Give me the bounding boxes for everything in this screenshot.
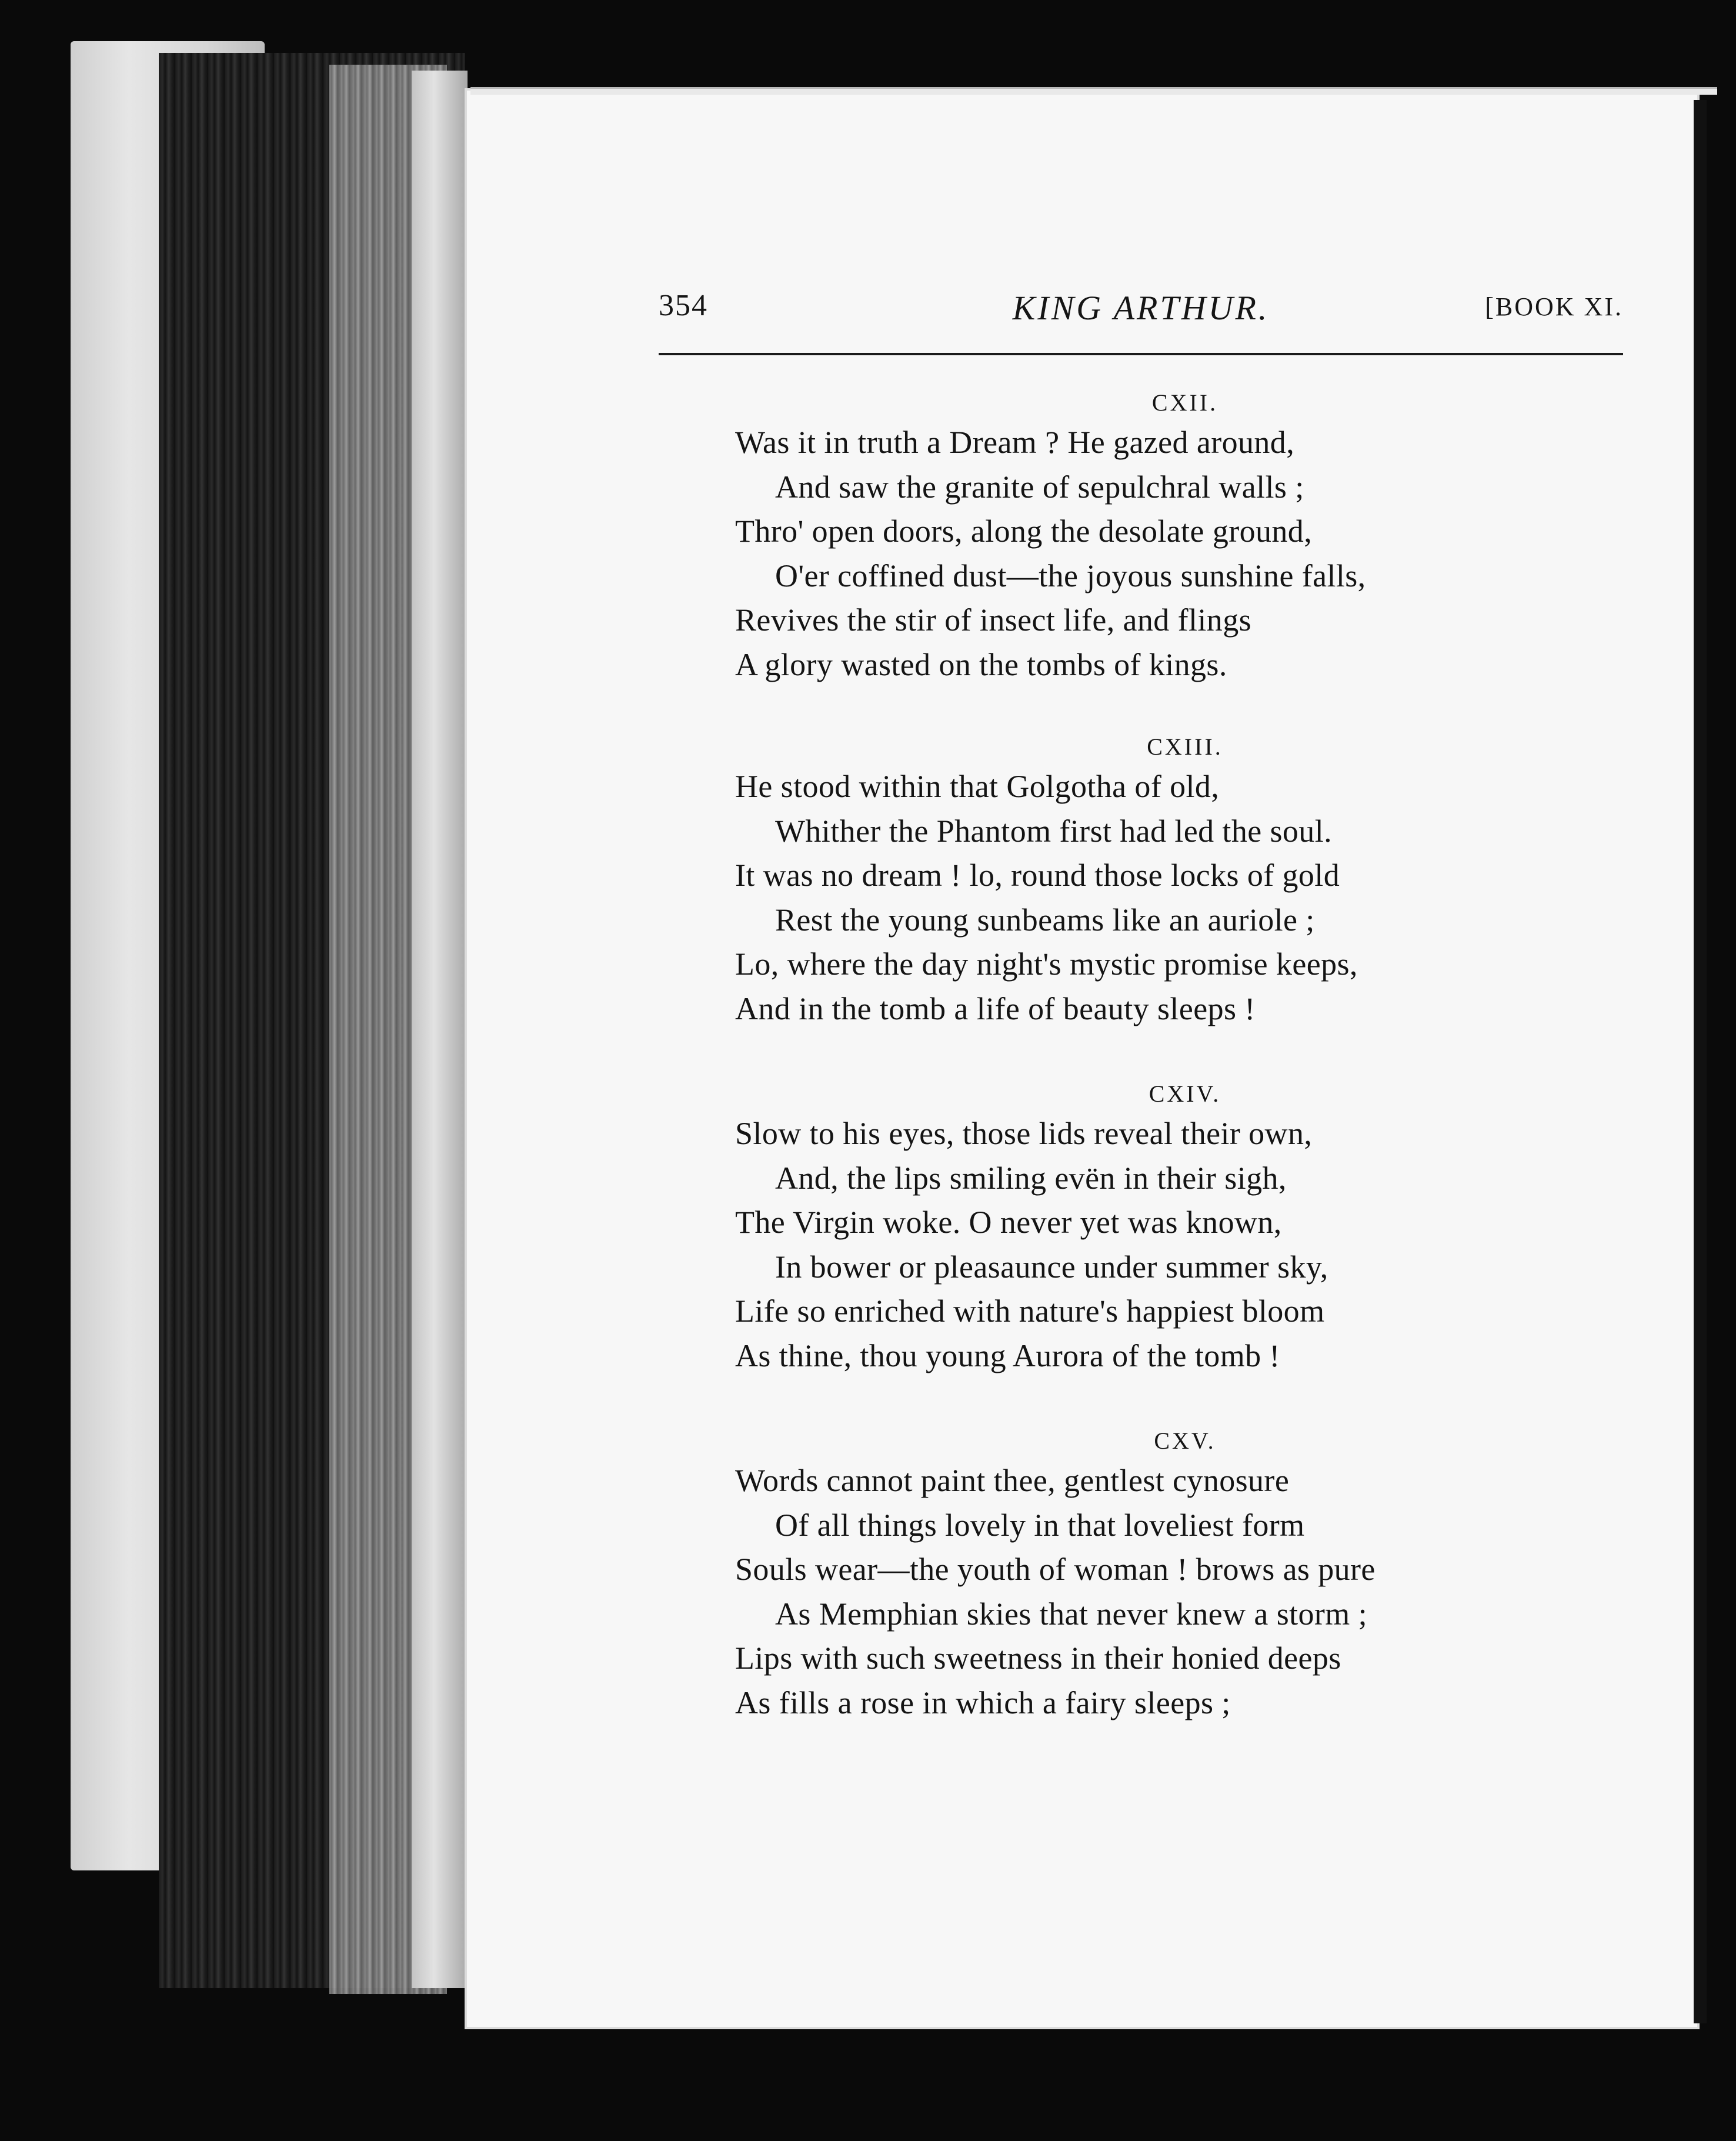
- stanza-cxii: [735, 385, 1588, 687]
- stanza-number: CXIII.: [1147, 733, 1223, 760]
- page-number: 354: [659, 289, 708, 322]
- verse-line: Rest the young sunbeams like an auriole ;: [775, 902, 1315, 938]
- verse-line: The Virgin woke. O never yet was known,: [735, 1205, 1282, 1240]
- verse-line: A glory wasted on the tombs of kings.: [735, 646, 1227, 682]
- page-stack-edge: [412, 71, 468, 1988]
- verse-line: And in the tomb a life of beauty sleeps !: [735, 991, 1256, 1026]
- stanza-number: CXIV.: [1149, 1080, 1221, 1107]
- verse-line: As Memphian skies that never knew a storm ;: [775, 1596, 1367, 1632]
- page-right-edge: [1694, 100, 1707, 2023]
- verse-line: It was no dream ! lo, round those locks of gold: [735, 858, 1340, 893]
- verse-line: And saw the granite of sepulchral walls ;: [775, 469, 1304, 505]
- verse-line: Lips with such sweetness in their honied deeps: [735, 1640, 1341, 1676]
- verse-line: In bower or pleasaunce under summer sky,: [775, 1249, 1328, 1285]
- stanza-cxiii: [735, 729, 1588, 1031]
- verse-line: Whither the Phantom first had led the soul.: [775, 813, 1333, 849]
- running-title: KING ARTHUR.: [1012, 289, 1270, 327]
- verse-line: Was it in truth a Dream ? He gazed around,: [735, 425, 1295, 460]
- verse-line: As thine, thou young Aurora of the tomb !: [735, 1338, 1280, 1373]
- verse-line: Souls wear—the youth of woman ! brows as pure: [735, 1552, 1376, 1587]
- verse-line: Words cannot paint thee, gentlest cynosure: [735, 1463, 1290, 1498]
- book-reference: [BOOK XI.: [1485, 292, 1623, 321]
- header-rule: [659, 353, 1623, 355]
- verse-line: Lo, where the day night's mystic promise keeps,: [735, 946, 1358, 982]
- verse-line: Thro' open doors, along the desolate ground,: [735, 513, 1313, 549]
- stanza-number: CXII.: [1151, 389, 1218, 416]
- verse-line: Slow to his eyes, those lids reveal their own,: [735, 1116, 1313, 1151]
- page-top-edge: [470, 87, 1717, 95]
- verse-line: Life so enriched with nature's happiest bloom: [735, 1293, 1325, 1329]
- verse-line: And, the lips smiling evën in their sigh,: [775, 1160, 1287, 1196]
- stanza-number: CXV.: [1154, 1428, 1216, 1454]
- running-header: [659, 288, 1623, 341]
- stanza-cxv: [735, 1423, 1588, 1725]
- verse-line: As fills a rose in which a fairy sleeps ;: [735, 1685, 1231, 1720]
- verse-line: O'er coffined dust—the joyous sunshine falls,: [775, 558, 1366, 593]
- book-page: [465, 88, 1700, 2029]
- verse-line: He stood within that Golgotha of old,: [735, 769, 1220, 804]
- stanza-cxiv: [735, 1076, 1588, 1378]
- verse-line: Revives the stir of insect life, and flings: [735, 602, 1252, 638]
- verse-line: Of all things lovely in that loveliest form: [775, 1507, 1305, 1543]
